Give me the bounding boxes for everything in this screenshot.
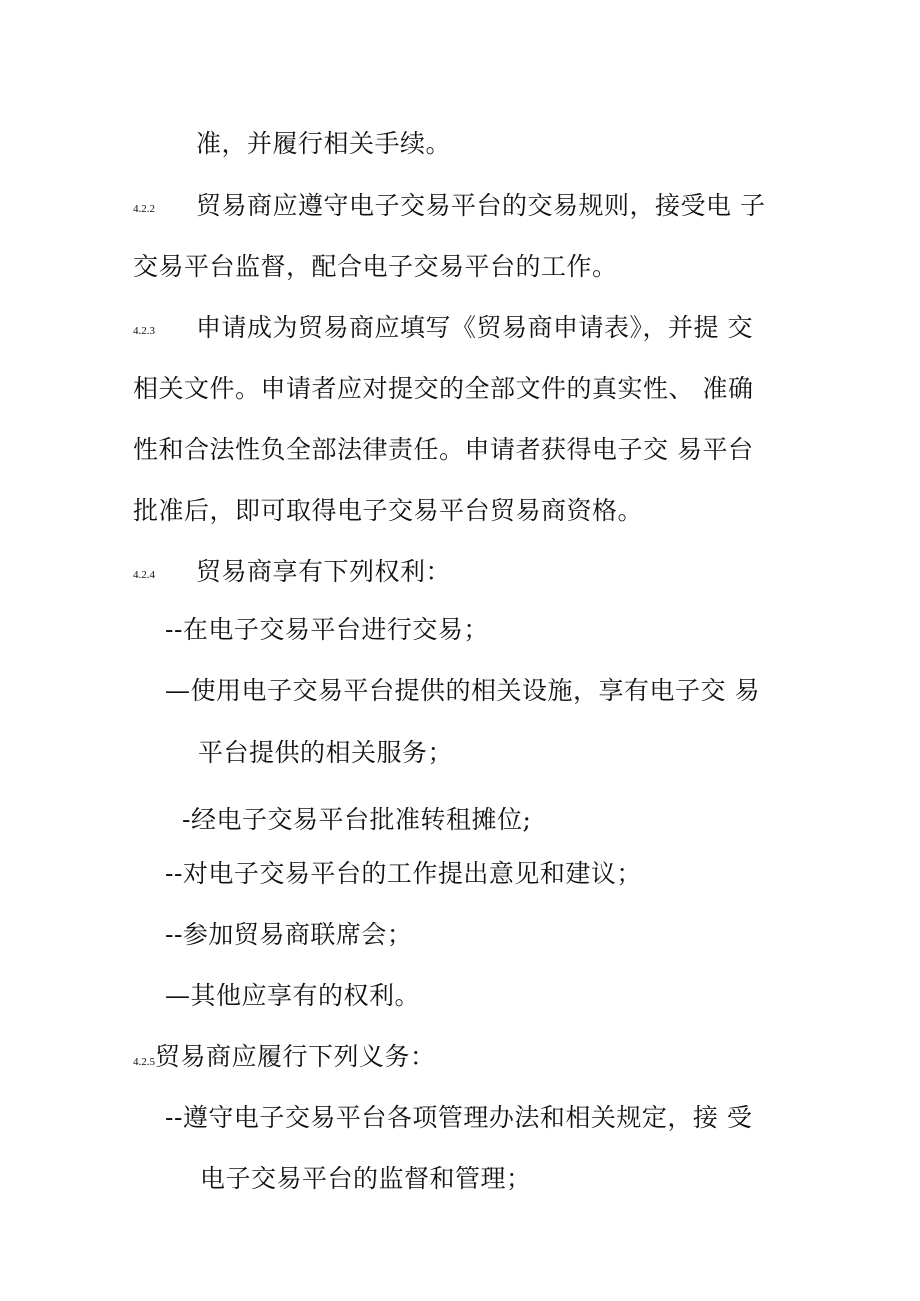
list-item: —其他应享有的权利。 — [165, 981, 421, 1010]
list-item: --在电子交易平台进行交易； — [165, 615, 489, 644]
section-number-4-2-3: 4.2.3 — [133, 325, 155, 337]
list-item: -经电子交易平台批准转租摊位; — [182, 805, 532, 834]
text-line: 申请成为贸易商应填写《贸易商申请表》，并提 交 — [196, 313, 753, 342]
list-item-continuation: 平台提供的相关服务； — [198, 738, 454, 767]
text-line: 贸易商享有下列权利： — [196, 557, 452, 586]
text-line: 贸易商应遵守电子交易平台的交易规则，接受电 子 — [196, 191, 766, 220]
text-line: 贸易商应履行下列义务： — [155, 1042, 436, 1071]
list-item: --对电子交易平台的工作提出意见和建议； — [165, 859, 642, 888]
text-line: 相关文件。申请者应对提交的全部文件的真实性、 准确 — [133, 374, 754, 403]
text-line: 交易平台监督，配合电子交易平台的工作。 — [133, 252, 618, 281]
section-number-4-2-4: 4.2.4 — [133, 569, 155, 581]
list-item-continuation: 电子交易平台的监督和管理； — [200, 1164, 532, 1193]
section-4-2-5-heading — [133, 1042, 436, 1077]
list-item: —使用电子交易平台提供的相关设施，享有电子交 易 — [165, 676, 760, 705]
text-line: 准，并履行相关手续。 — [196, 129, 452, 158]
list-item: --遵守电子交易平台各项管理办法和相关规定，接 受 — [165, 1103, 753, 1132]
text-line: 性和合法性负全部法律责任。申请者获得电子交 易平台 — [133, 435, 754, 464]
list-item: --参加贸易商联席会； — [165, 920, 413, 949]
text-line: 批准后，即可取得电子交易平台贸易商资格。 — [133, 496, 644, 525]
section-number-4-2-5: 4.2.5 — [133, 1056, 155, 1068]
section-number-4-2-2: 4.2.2 — [133, 203, 155, 215]
